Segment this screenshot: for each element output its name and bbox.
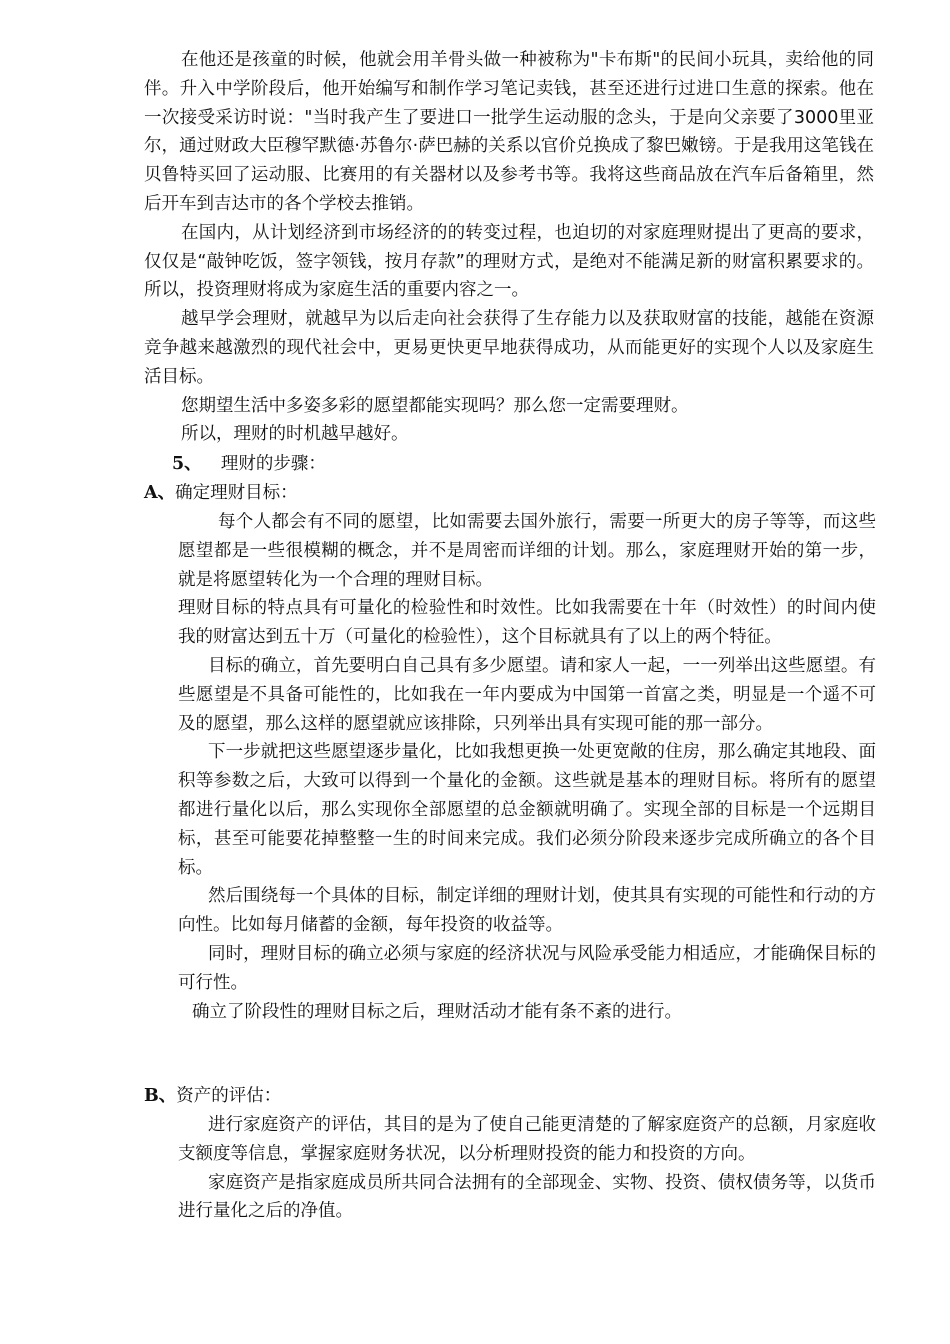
step-number: 5、 [172, 454, 202, 474]
section-a-title: 确定理财目标： [175, 483, 298, 503]
section-b-marker: B、 [144, 1086, 177, 1106]
paragraph: 理财目标的特点具有可量化的检验性和时效性。比如我需要在十年（时效性）的时间内使我的财富达到五十万（可量化的检验性），这个目标就具有了以上的两个特征。 [178, 598, 876, 648]
paragraph: 进行家庭资产的评估，其目的是为了使自己能更清楚的了解家庭资产的总额，月家庭收支额度等信息，掌握家庭财务状况，以分析理财投资的能力和投资的方向。 [178, 1115, 876, 1164]
paragraph: 在国内，从计划经济到市场经济的的转变过程，也迫切的对家庭理财提出了更高的要求，仅仅是“敲钟吃饭，签字领钱，按月存款”的理财方式，是绝对不能满足新的财富积累要求的。所以，投资理财将成为家庭生活的重要内容之一。 [144, 222, 874, 301]
section-b-body [178, 1111, 876, 1226]
paragraph: 您期望生活中多姿多彩的愿望都能实现吗？那么您一定需要理财。 [181, 395, 689, 416]
paragraph: 目标的确立，首先要明白自己具有多少愿望。请和家人一起，一一列举出这些愿望。有些愿望是不具备可能性的，比如我在一年内要成为中国第一首富之类，明显是一个遥不可及的愿望，那么这样的愿望就应该排除，只列举出具有实现可能的那一部分。 [178, 655, 876, 734]
section-a-marker: A、 [144, 483, 176, 503]
paragraph: 然后围绕每一个具体的目标，制定详细的理财计划，使其具有实现的可能性和行动的方向性。比如每月储蓄的金额，每年投资的收益等。 [178, 886, 876, 936]
paragraph: 越早学会理财，就越早为以后走向社会获得了生存能力以及获取财富的技能，越能在资源竞争越来越激烈的现代社会中，更易更快更早地获得成功，从而能更好的实现个人以及家庭生活目标。 [144, 309, 874, 387]
intro-section [144, 46, 874, 449]
paragraph: 所以，理财的时机越早越好。 [181, 424, 409, 445]
section-a-body [178, 508, 876, 1026]
paragraph: 下一步就把这些愿望逐步量化，比如我想更换一处更宽敞的住房，那么确定其地段、面积等参数之后，大致可以得到一个量化的金额。这些就是基本的理财目标。将所有的愿望都进行量化以后，那么实现你全部愿望的总金额就明确了。实现全部的目标是一个远期目标，甚至可能要花掉整整一生的时间来完成。我们必须分阶段来逐步完成所确立的各个目标。 [178, 742, 876, 878]
step-heading [172, 450, 326, 479]
section-b-heading [144, 1082, 281, 1111]
section-b-title: 资产的评估： [176, 1086, 282, 1106]
step-heading-text: 理财的步骤： [220, 454, 326, 474]
paragraph: 家庭资产是指家庭成员所共同合法拥有的全部现金、实物、投资、债权债务等，以货币进行量化之后的净值。 [178, 1172, 876, 1222]
paragraph: 同时，理财目标的确立必须与家庭的经济状况与风险承受能力相适应，才能确保目标的可行性。 [178, 943, 876, 993]
paragraph: 确立了阶段性的理财目标之后，理财活动才能有条不紊的进行。 [192, 1001, 682, 1022]
paragraph: 每个人都会有不同的愿望，比如需要去国外旅行，需要一所更大的房子等等，而这些愿望都是一些很模糊的概念，并不是周密而详细的计划。那么，家庭理财开始的第一步，就是将愿望转化为一个合理的理财目标。 [178, 512, 876, 590]
paragraph: 在他还是孩童的时候，他就会用羊骨头做一种被称为"卡布斯"的民间小玩具，卖给他的同伴。升入中学阶段后，他开始编写和制作学习笔记卖钱，甚至还进行过进口生意的探索。他在一次接受采访时说："当时我产生了要进口一批学生运动服的念头，于是向父亲要了3000里亚尔，通过财政大臣穆罕默德·苏鲁尔·萨巴赫的关系以官价兑换成了黎巴嫩镑。于是我用这笔钱在贝鲁特买回了运动服、比赛用的有关器材以及参考书等。我将这些商品放在汽车后备箱里，然后开车到吉达市的各个学校去推销。 [144, 50, 874, 214]
section-a-heading [144, 479, 298, 508]
